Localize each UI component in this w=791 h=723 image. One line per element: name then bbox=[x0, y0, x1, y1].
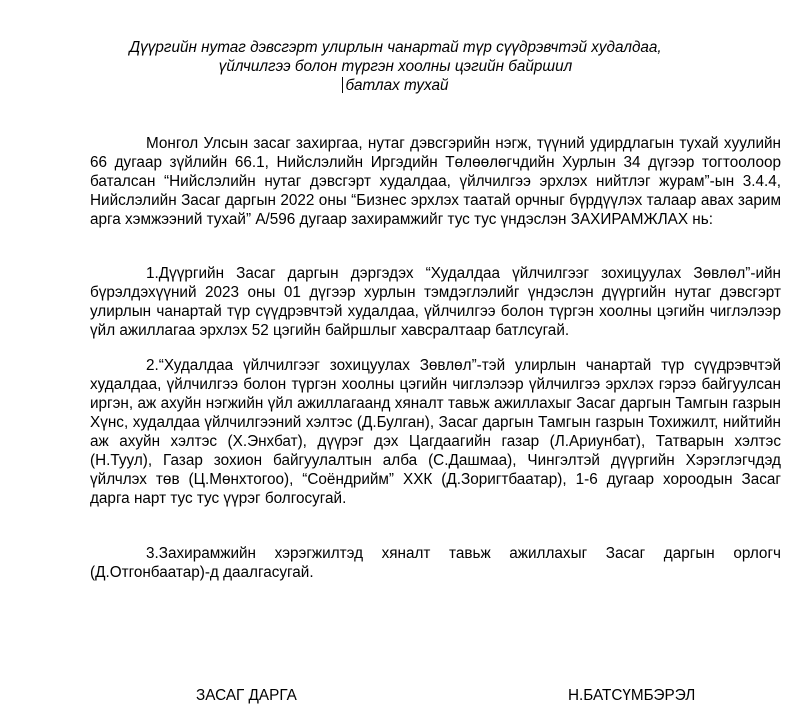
signature-position: ЗАСАГ ДАРГА bbox=[196, 687, 297, 704]
title-line-1: Дүүргийн нутаг дэвсгэрт улирлын чанартай түр сүүдрэвчтэй худалдаа, bbox=[129, 39, 662, 56]
title-line-3-wrapper bbox=[0, 76, 791, 95]
paragraph-item-1-text: 1.Дүүргийн Засаг даргын дэргэдэх “Худалдаа үйлчилгээг зохицуулах Зөвлөл”-ийн бүрэлдэхүүний 2023 оны 01 дүгээр хурлын тэмдэглэлийг үндэслэн дүүргийн нутаг дэвсгэрт улирлын чанартай түр сүүдрэвчтэй худалдаа, үйлчилгээ болон түргэн хоолны цэгийн чиглэлээр үйл ажиллагаа эрхлэх 52 цэгийн байршлыг хавсралтаар батлсугай. bbox=[90, 265, 781, 339]
paragraph-item-3 bbox=[90, 544, 781, 582]
paragraph-preamble bbox=[90, 134, 781, 229]
paragraph-item-1 bbox=[90, 264, 781, 340]
paragraph-preamble-text: Монгол Улсын засаг захиргаа, нутаг дэвсгэрийн нэгж, түүний удирдлагын тухай хуулийн 66 дугаар зүйлийн 66.1, Нийслэлийн Иргэдийн Төлөөлөгчдийн Хурлын 34 дүгээр тогтоолоор баталсан “Нийслэлийн нутаг дэвсгэрт худалдаа, үйлчилгээ эрхлэх нийтлэг журам”-ын 3.4.4, Нийслэлийн Засаг даргын 2022 оны “Бизнес эрхлэх таатай орчныг бүрдүүлэх талаар авах зарим арга хэмжээний тухай” А/596 дугаар захирамжийг тус тус үндэслэн ЗАХИРАМЖЛАХ нь: bbox=[90, 135, 781, 228]
title-line-2: үйлчилгээ болон түргэн хоолны цэгийн байршил bbox=[218, 58, 573, 75]
paragraph-item-2 bbox=[90, 356, 781, 508]
paragraph-item-3-text: 3.Захирамжийн хэрэгжилтэд хяналт тавьж ажиллахыг Засаг даргын орлогч (Д.Отгонбаатар)-д даалгасугай. bbox=[90, 545, 781, 581]
text-cursor-caret bbox=[342, 77, 343, 93]
title-line-3: батлах тухай bbox=[345, 77, 449, 94]
paragraph-item-2-text: 2.“Худалдаа үйлчилгээг зохицуулах Зөвлөл”-тэй улирлын чанартай түр сүүдрэвчтэй худалдаа, үйлчилгээ болон түргэн хоолны цэгийн чиглэлээр үйлчилгээ эрхлэх гэрээ байгуулсан иргэн, аж ахуйн нэгжийн үйл ажиллагаанд хяналт тавьж ажиллахыг Засаг даргын Тамгын газрын Хүнс, худалдаа үйлчилгээний хэлтэс (Д.Булган), Засаг даргын Тамгын газрын Тохижилт, нийтийн аж ахуйн хэлтэс (Х.Энхбат), дүүрэг дэх Цагдаагийн газар (Л.Ариунбат), Татварын хэлтэс (Н.Туул), Газар зохион байгуулалтын алба (С.Дашмаа), Чингэлтэй дүүргийн Хэрэглэгчдэд үйлчлэх төв (Ц.Мөнхтогоо), “Соёндрийм” ХХК (Д.Зоригтбаатар), 1-6 дугаар хороодын Засаг дарга нарт тус тус үүрэг болгосугай. bbox=[90, 357, 781, 507]
signature-name: Н.БАТСҮМБЭРЭЛ bbox=[568, 687, 696, 704]
document-title bbox=[0, 38, 791, 95]
